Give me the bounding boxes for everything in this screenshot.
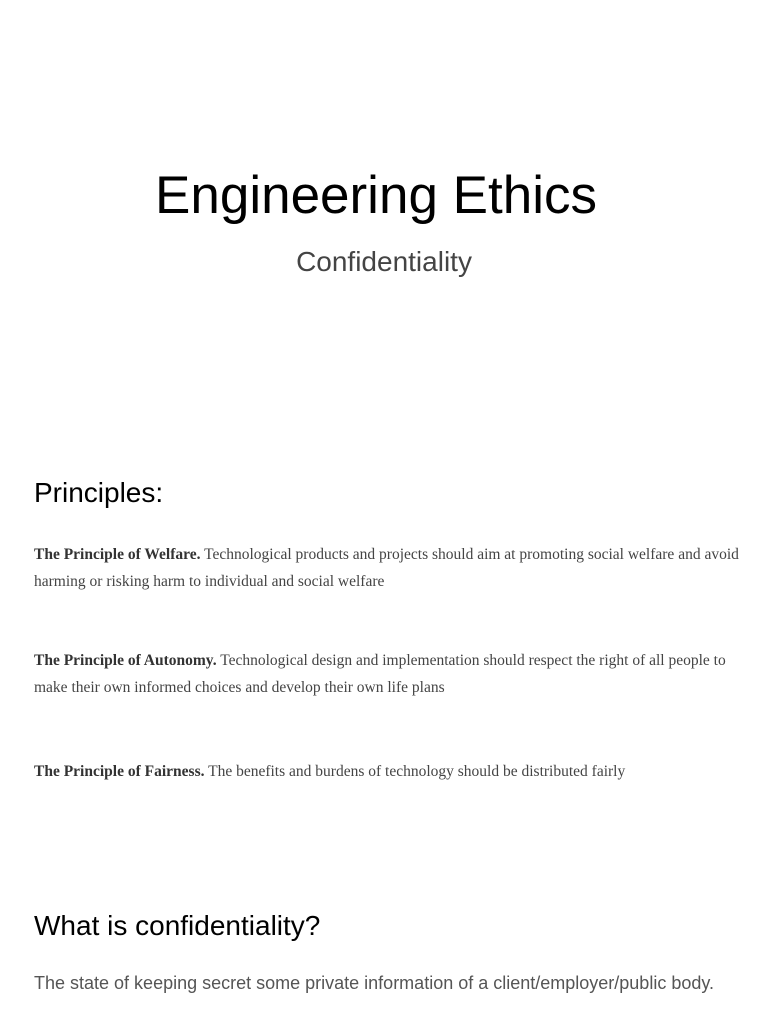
confidentiality-heading: What is confidentiality? [34, 910, 321, 941]
principle-fairness-term: The Principle of Fairness. [34, 763, 205, 780]
document-title: Engineering Ethics [155, 166, 597, 225]
principle-welfare [34, 541, 746, 595]
confidentiality-definition: The state of keeping secret some private information of a client/employer/public body. [34, 973, 715, 993]
principle-fairness [34, 758, 746, 785]
principle-welfare-term: The Principle of Welfare. [34, 546, 201, 563]
principle-autonomy [34, 647, 746, 701]
principle-autonomy-term: The Principle of Autonomy. [34, 652, 217, 669]
principle-welfare-text: Technological products and projects should aim at promoting social welfare and avoid harming or risking harm to individual and social welfare [34, 546, 739, 590]
principles-heading: Principles: [34, 477, 164, 508]
document-subtitle: Confidentiality [296, 246, 472, 277]
principle-fairness-text: The benefits and burdens of technology should be distributed fairly [208, 763, 626, 780]
principle-autonomy-text: Technological design and implementation should respect the right of all people to make their own informed choices and develop their own life plans [34, 652, 726, 696]
